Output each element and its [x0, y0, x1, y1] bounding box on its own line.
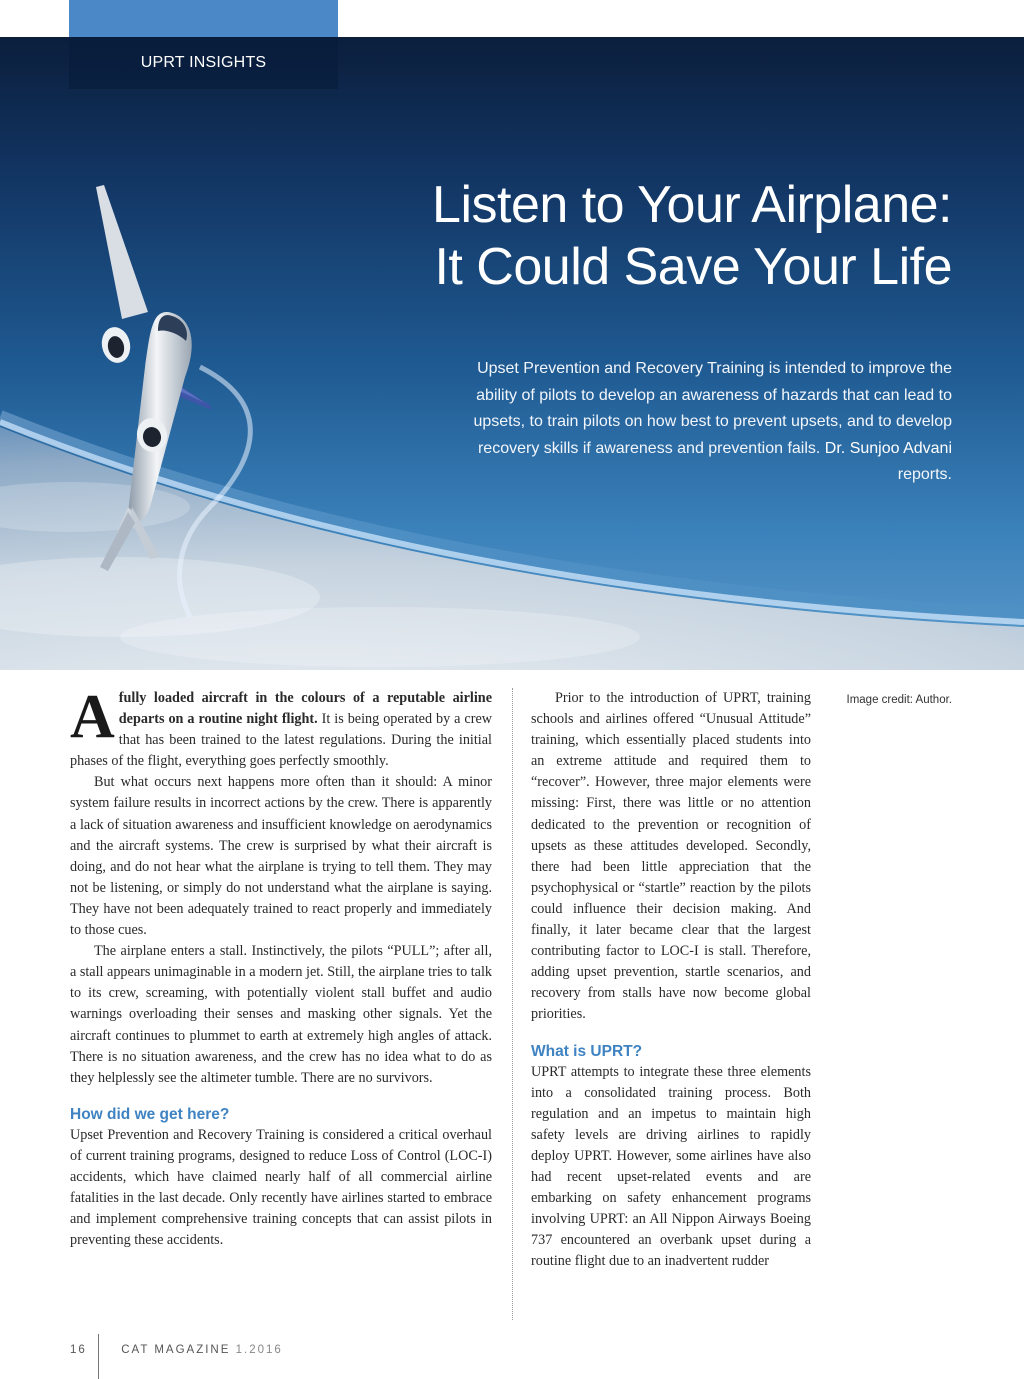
hero-banner: [0, 37, 1024, 670]
page-number: 16: [70, 1344, 87, 1356]
article-column-2: [531, 688, 811, 1272]
section-tag: UPRT INSIGHTS: [69, 37, 338, 89]
drop-cap: A: [70, 683, 115, 751]
issue-number: 1.2016: [235, 1344, 283, 1356]
subhead-what-is-uprt: What is UPRT?: [531, 1042, 643, 1060]
title-line-2: It Could Save Your Life: [434, 238, 952, 296]
paragraph-3: The airplane enters a stall. Instinctively, the pilots “PULL”; after all, a stall appears unimaginable in a modern jet. Still, the airplane tries to talk to its crew, screaming, with potentially violent stall buffet and audio warnings overloading their senses and masking other signals. Yet the aircraft continues to plummet to earth at extremely high angles of attack. There is no situation awareness, and the crew has no idea what to do as they helplessly see the altimeter tumble. There are no survivors.: [70, 943, 492, 1086]
paragraph-1-rest: It is being operated by a crew that has been trained to the latest regulations. During the initial phases of the flight, everything goes perfectly smoothly.: [70, 711, 492, 770]
footer-rule: [98, 1334, 99, 1379]
paragraph-5: Prior to the introduction of UPRT, training schools and airlines offered “Unusual Attitude” training, which essentially placed students into an extreme attitude and required them to “recover”. However, three major elements were missing: First, there was little or no attention dedicated to the prevention or recognition of upsets as these attitudes developed. Secondly, there had been little appreciation that the psychophysical or “startle” reaction by the pilots could influence their decision making. And finally, it later became clear that the largest contributing factor to LOC-I is stall. Therefore, adding upset prevention, startle scenarios, and recovery from stalls have now become global priorities.: [531, 690, 811, 1023]
standfirst-text: Upset Prevention and Recovery Training is intended to improve the ability of pilots to develop an awareness of hazards that can lead to upsets, to train pilots on how best to prevent upsets, and to develop recovery skills if awareness and prevention fails.: [473, 360, 952, 457]
title-line-1: Listen to Your Airplane:: [432, 176, 952, 234]
paragraph-2: But what occurs next happens more often than it should: A minor system failure results in incorrect actions by the crew. There is apparently a lack of situation awareness and insufficient knowledge on aerodynamics and the aircraft systems. The crew is surprised by what their aircraft is doing, and do not hear what the airplane is trying to tell them. They may not be listening, or simply do not understand what the airplane is saying. They have not been adequately trained to react properly and immediately to those cues.: [70, 774, 492, 939]
paragraph-1: [70, 683, 492, 772]
article-column-1: [70, 683, 492, 1251]
page-footer: [70, 1344, 283, 1356]
section-tab-accent: [69, 0, 338, 37]
column-divider: [512, 688, 513, 1320]
lead-sentence: fully loaded aircraft in the colours of a reputable airline departs on a routine night flight.: [118, 690, 492, 728]
author-suffix: reports.: [897, 466, 952, 483]
author-name: Dr. Sunjoo Advani: [824, 439, 952, 457]
image-credit: Image credit: Author.: [846, 694, 952, 706]
airplane-illustration: [0, 37, 1024, 670]
paragraph-4: Upset Prevention and Recovery Training is considered a critical overhaul of current training programs, designed to reduce Loss of Control (LOC-I) accidents, which have claimed nearly half of all commercial airline fatalities in the last decade. Only recently have airlines started to embrace and implement comprehensive training concepts that can assist pilots in preventing these accidents.: [70, 1126, 492, 1249]
magazine-name: CAT MAGAZINE: [121, 1344, 231, 1356]
article-standfirst: [432, 356, 952, 489]
subhead-how-did-we-get-here: How did we get here?: [70, 1105, 230, 1123]
paragraph-6: UPRT attempts to integrate these three elements into a consolidated training process. Both regulation and an impetus to maintain high safety levels are driving airlines to rapidly deploy UPRT. However, some airlines have also had recent upset-related events and are embarking on safety enhancement programs involving UPRT: an All Nippon Airways Boeing 737 encountered an overbank upset during a routine flight due to an inadvertent rudder: [531, 1063, 811, 1270]
article-title: [252, 174, 952, 298]
